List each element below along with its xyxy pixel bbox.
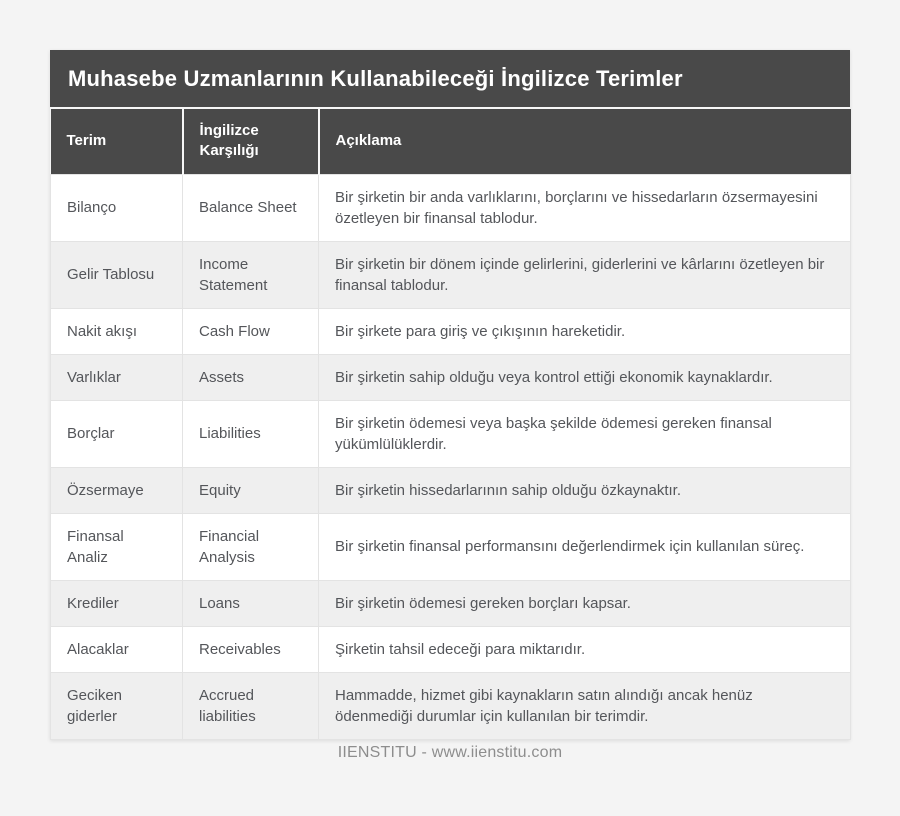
english-cell: Assets [183,354,319,400]
column-header-english: İngilizce Karşılığı [183,109,319,174]
column-header-term: Terim [51,109,183,174]
term-cell: Finansal Analiz [51,513,183,580]
table-row [51,513,851,580]
term-cell: Özsermaye [51,467,183,513]
term-cell: Varlıklar [51,354,183,400]
description-cell: Bir şirketin sahip olduğu veya kontrol ettiği ekonomik kaynaklardır. [319,354,851,400]
table-header [51,109,851,174]
term-cell: Bilanço [51,174,183,241]
description-cell: Bir şirketin bir anda varlıklarını, borçlarını ve hissedarların özsermayesini özetleyen bir finansal tablodur. [319,174,851,241]
description-cell: Bir şirketin hissedarlarının sahip olduğu özkaynaktır. [319,467,851,513]
terms-table-card [50,50,850,740]
english-cell: Equity [183,467,319,513]
term-cell: Krediler [51,580,183,626]
header-row [51,109,851,174]
table-row [51,626,851,672]
term-cell: Alacaklar [51,626,183,672]
description-cell: Bir şirketin finansal performansını değerlendirmek için kullanılan süreç. [319,513,851,580]
term-cell: Borçlar [51,400,183,467]
table-row [51,308,851,354]
term-cell: Nakit akışı [51,308,183,354]
table-row [51,400,851,467]
term-cell: Gelir Tablosu [51,241,183,308]
description-cell: Şirketin tahsil edeceği para miktarıdır. [319,626,851,672]
table-row [51,467,851,513]
page-title: Muhasebe Uzmanlarının Kullanabileceği İngilizce Terimler [50,50,850,109]
english-cell: Liabilities [183,400,319,467]
column-header-description: Açıklama [319,109,851,174]
term-cell: Geciken giderler [51,672,183,739]
description-cell: Bir şirketin ödemesi gereken borçları kapsar. [319,580,851,626]
description-cell: Bir şirketin bir dönem içinde gelirlerini, giderlerini ve kârlarını özetleyen bir finansal tablodur. [319,241,851,308]
table-row [51,241,851,308]
english-cell: Accrued liabilities [183,672,319,739]
table-row [51,354,851,400]
table-row [51,672,851,739]
english-cell: Cash Flow [183,308,319,354]
description-cell: Hammadde, hizmet gibi kaynakların satın alındığı ancak henüz ödenmediği durumlar için kullanılan bir terimdir. [319,672,851,739]
terms-table [50,109,851,740]
english-cell: Loans [183,580,319,626]
english-cell: Income Statement [183,241,319,308]
english-cell: Balance Sheet [183,174,319,241]
description-cell: Bir şirketin ödemesi veya başka şekilde ödemesi gereken finansal yükümlülüklerdir. [319,400,851,467]
table-row [51,174,851,241]
footer-credit: IIENSTITU - www.iienstitu.com [337,744,563,761]
english-cell: Financial Analysis [183,513,319,580]
table-body [51,174,851,739]
english-cell: Receivables [183,626,319,672]
table-row [51,580,851,626]
description-cell: Bir şirkete para giriş ve çıkışının hareketidir. [319,308,851,354]
